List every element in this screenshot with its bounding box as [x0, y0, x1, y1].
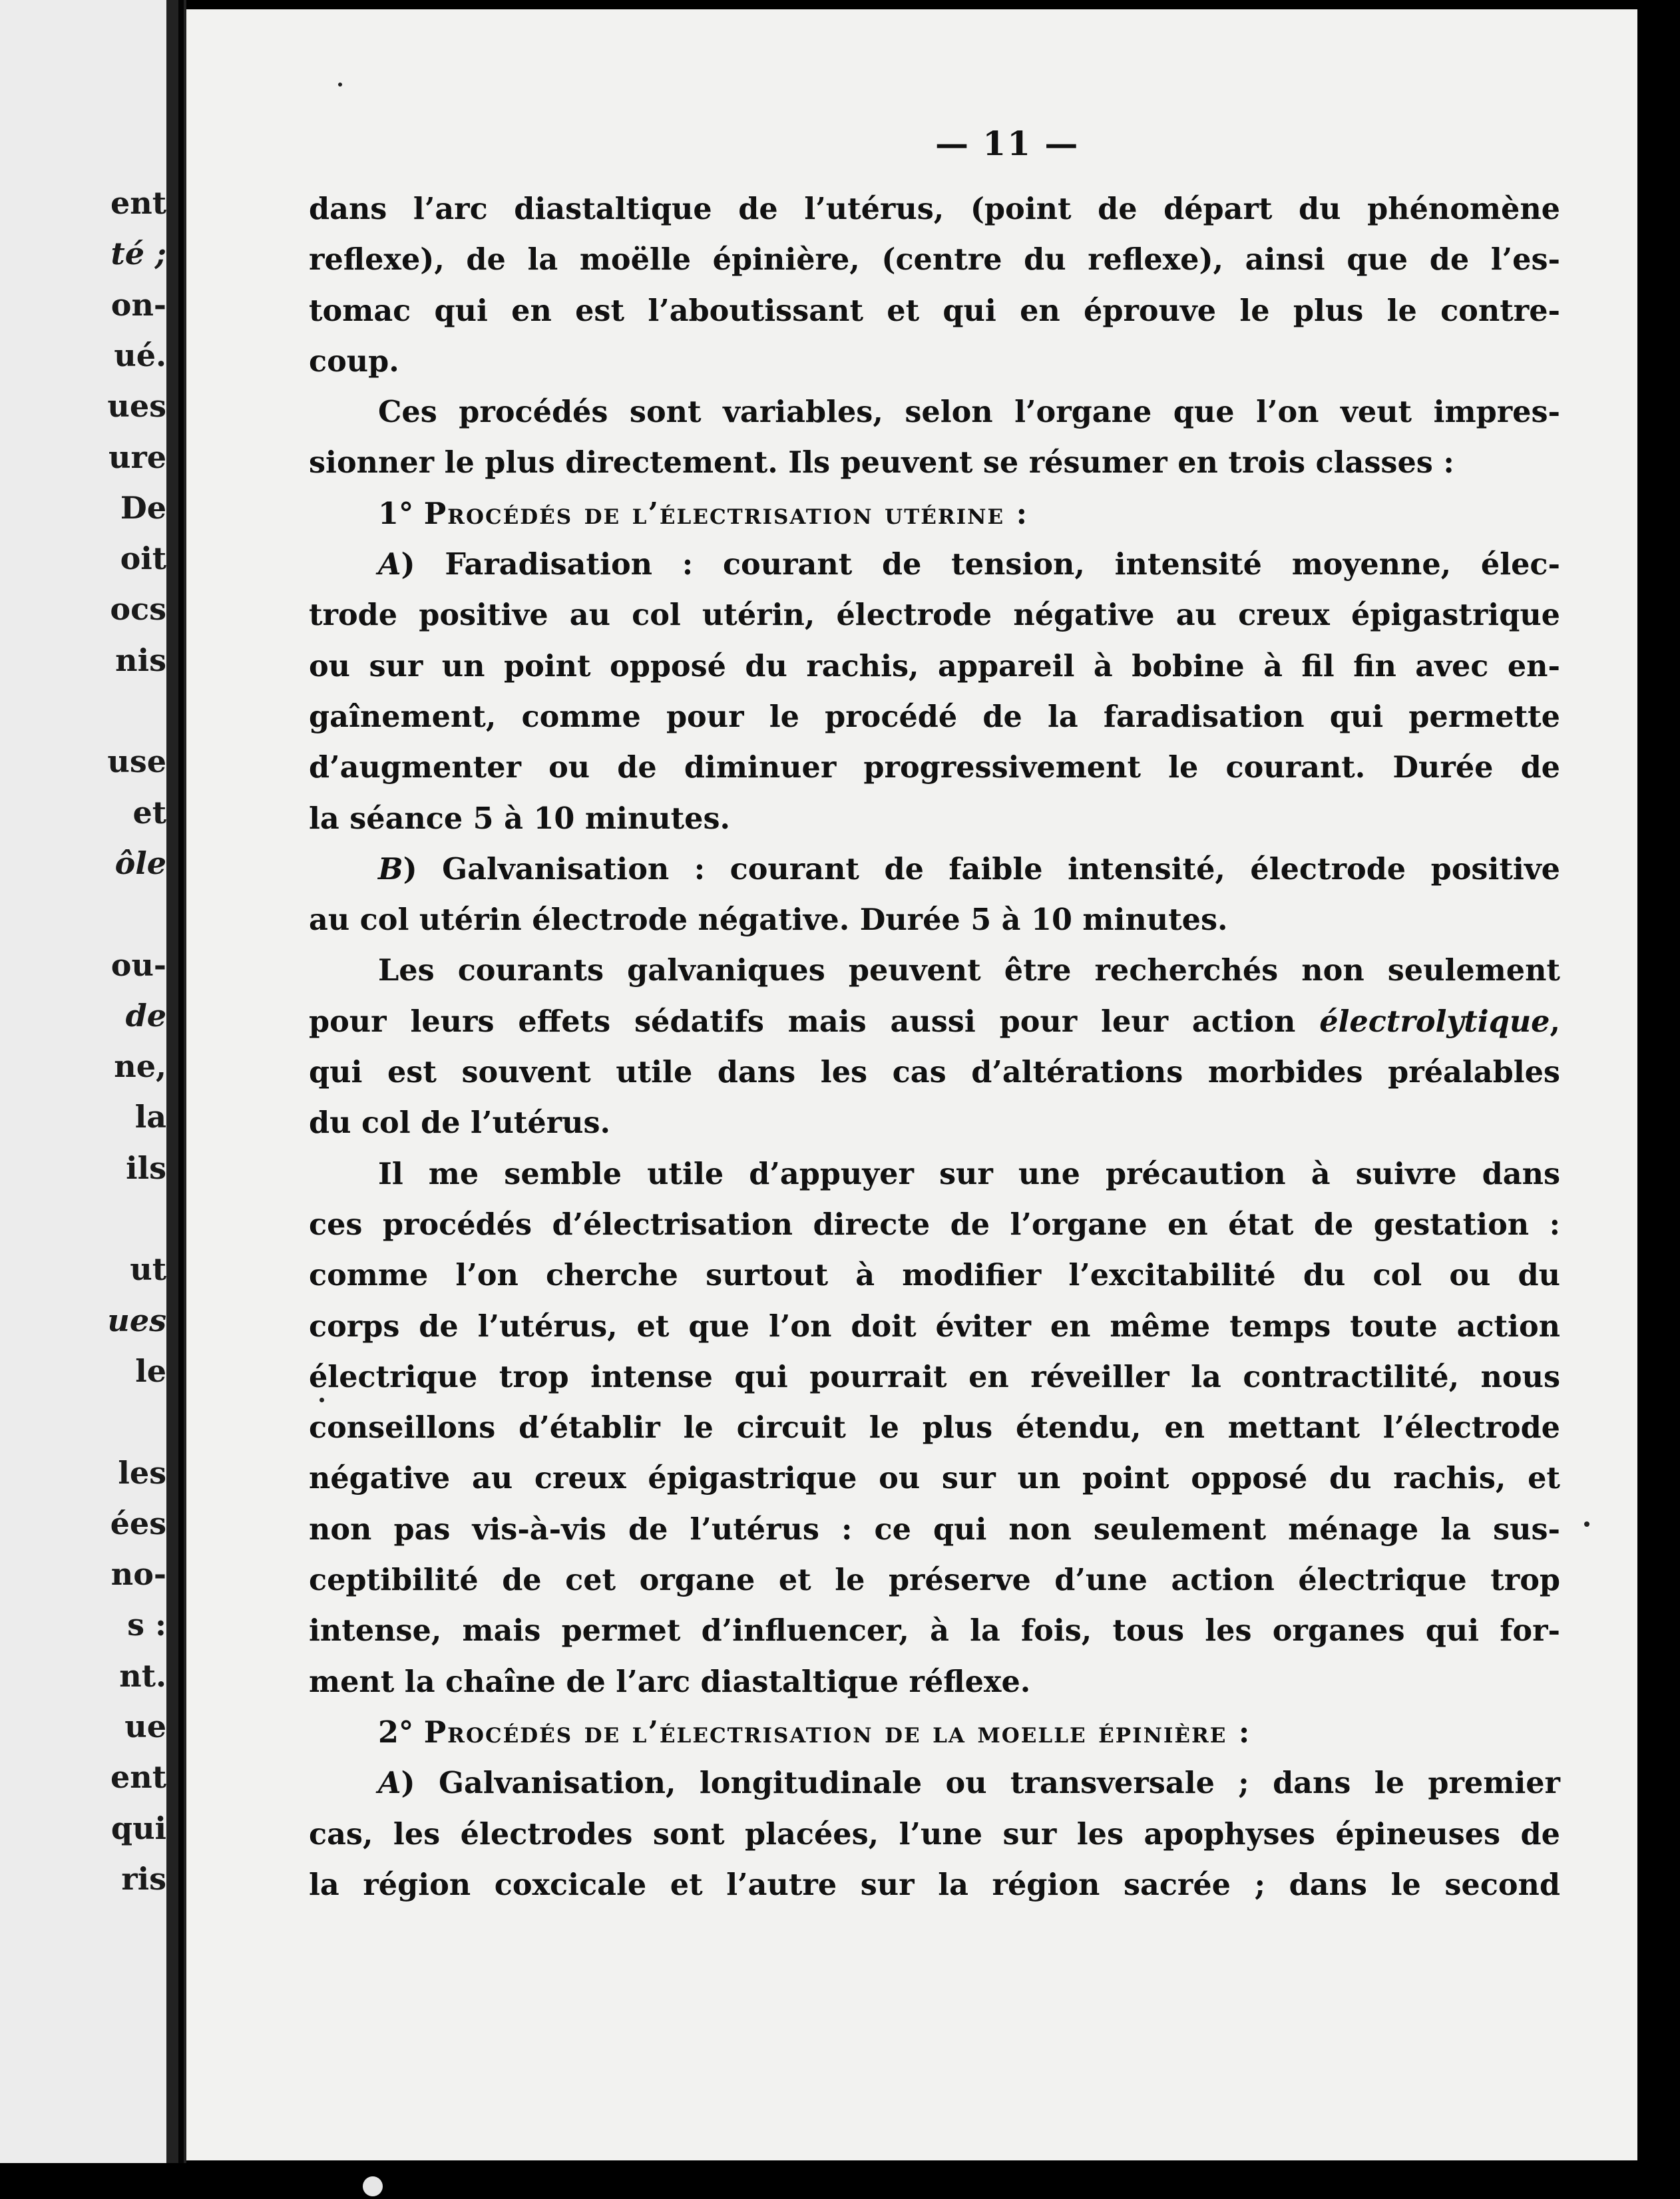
text-span: , — [1550, 1004, 1560, 1039]
facing-page-text: nt. — [119, 1657, 166, 1694]
facing-page-text: les — [118, 1454, 166, 1491]
facing-page-text: et — [132, 794, 166, 831]
section-number: 2° — [378, 1714, 414, 1750]
facing-page-text: de — [125, 997, 166, 1034]
section-title: Procédés de l’électrisation utérine : — [423, 496, 1029, 531]
book-page — [186, 9, 1637, 2160]
facing-page-text: té ; — [110, 236, 166, 272]
text-line — [309, 844, 1560, 895]
text-line: intense, mais permet d’influencer, à la fois, tous les organes qui for- — [309, 1613, 1560, 1649]
page-number: — 11 — — [935, 124, 1080, 163]
scan-speck — [1584, 1521, 1589, 1527]
body-text — [309, 184, 1560, 1910]
text-line: ment la chaîne de l’arc diastaltique réflexe. — [309, 1664, 1031, 1699]
italic-term: électrolytique — [1319, 1004, 1550, 1039]
facing-page-text: ôle — [114, 845, 166, 881]
text-line: au col utérin électrode négative. Durée 5 à 10 minutes. — [309, 902, 1228, 938]
text-line: ces procédés d’électrisation directe de l’organe en état de gestation : — [309, 1207, 1560, 1242]
text-line: Ces procédés sont variables, selon l’organe que l’on veut impres- — [378, 395, 1560, 430]
text-line: Il me semble utile d’appuyer sur une précaution à suivre dans — [378, 1156, 1560, 1191]
text-line: d’augmenter ou de diminuer progressivement le courant. Durée de — [309, 750, 1560, 785]
facing-page-text: qui — [110, 1810, 166, 1846]
text-line: corps de l’utérus, et que l’on doit éviter en même temps toute action — [309, 1308, 1560, 1344]
text-line: coup. — [309, 343, 399, 379]
facing-page-text: ut — [130, 1251, 166, 1288]
facing-page-text: ocs — [110, 591, 166, 628]
text-line — [309, 1758, 1560, 1808]
facing-page-text: s : — [127, 1607, 166, 1643]
text-line: ou sur un point opposé du rachis, appareil à bobine à fil fin avec en- — [309, 648, 1560, 684]
section-title: Procédés de l’électrisation de la moelle épinière : — [423, 1714, 1251, 1750]
text-line: comme l’on cherche surtout à modifier l’excitabilité du col ou du — [309, 1258, 1560, 1293]
text-line: électrique trop intense qui pourrait en réveiller la contractilité, nous — [309, 1359, 1560, 1394]
text-line: du col de l’utérus. — [309, 1105, 611, 1141]
text-line: négative au creux épigastrique ou sur un point opposé du rachis, et — [309, 1461, 1560, 1496]
facing-page-text: on- — [110, 286, 166, 323]
facing-page-text: ées — [110, 1505, 166, 1541]
text-line: conseillons d’établir le circuit le plus étendu, en mettant l’électrode — [309, 1410, 1560, 1446]
text-line: ceptibilité de cet organe et le préserve d’une action électrique trop — [309, 1563, 1560, 1598]
facing-page-text: ris — [121, 1860, 166, 1897]
facing-page-text: ues — [107, 1302, 166, 1338]
text-line: trode positive au col utérin, électrode négative au creux épigastrique — [309, 598, 1560, 633]
text-line: la région coxcicale et l’autre sur la région sacrée ; dans le second — [309, 1867, 1560, 1902]
list-marker: A — [378, 1766, 401, 1801]
text-span: ) Galvanisation, longitudinale ou transversale ; dans le premier — [401, 1766, 1560, 1801]
facing-page-text: ne, — [114, 1048, 166, 1085]
facing-page-text: no- — [110, 1556, 166, 1593]
text-line: qui est souvent utile dans les cas d’altérations morbides préalables — [309, 1055, 1560, 1090]
facing-page-text: use — [107, 743, 166, 780]
facing-page-text: ent — [110, 185, 166, 221]
section-heading-2 — [309, 1707, 1560, 1758]
facing-page-text: ils — [126, 1149, 166, 1186]
text-span: ) Faradisation : courant de tension, intensité moyenne, élec- — [401, 547, 1560, 582]
text-span: ) Galvanisation : courant de faible intensité, électrode positive — [403, 851, 1560, 887]
text-line: cas, les électrodes sont placées, l’une sur les apophyses épineuses de — [309, 1816, 1560, 1852]
scan-speck — [338, 83, 342, 87]
section-heading-1 — [309, 489, 1560, 539]
facing-page-text: oit — [120, 540, 166, 577]
text-line: Les courants galvaniques peuvent être recherchés non seulement — [378, 953, 1560, 988]
text-span: pour leurs effets sédatifs mais aussi pour leur action — [309, 1004, 1320, 1039]
text-line — [309, 539, 1560, 590]
text-line: reflexe), de la moëlle épinière, (centre du reflexe), ainsi que de l’es- — [309, 242, 1560, 278]
text-line: tomac qui en est l’aboutissant et qui en éprouve le plus le contre- — [309, 293, 1560, 328]
text-line: la séance 5 à 10 minutes. — [309, 801, 730, 836]
facing-page-text: De — [120, 489, 166, 526]
gutter-shadow — [178, 0, 184, 2163]
facing-page-fragment — [0, 0, 166, 2163]
text-line: non pas vis-à-vis de l’utérus : ce qui non seulement ménage la sus- — [309, 1511, 1560, 1547]
facing-page-text: ure — [108, 439, 166, 475]
facing-page-text: nis — [115, 642, 166, 678]
facing-page-text: ue — [124, 1708, 166, 1744]
text-line — [309, 996, 1560, 1047]
facing-page-text: ues — [107, 388, 166, 425]
facing-page-text: ou- — [110, 946, 166, 983]
scan-speck — [319, 1398, 324, 1402]
facing-page-text: ent — [110, 1759, 166, 1796]
facing-page-text: le — [135, 1352, 166, 1389]
text-line: sionner le plus directement. Ils peuvent se résumer en trois classes : — [309, 445, 1454, 481]
list-marker: A — [378, 547, 401, 582]
facing-page-text: la — [134, 1099, 166, 1135]
scan-edge — [1637, 0, 1680, 2199]
facing-page-text: ué. — [114, 337, 166, 373]
scan-speck — [363, 2176, 383, 2196]
text-line: dans l’arc diastaltique de l’utérus, (point de départ du phénomène — [309, 192, 1560, 226]
section-number: 1° — [378, 496, 414, 531]
list-marker: B — [378, 851, 403, 887]
text-line: gaînement, comme pour le procédé de la faradisation qui permette — [309, 699, 1560, 734]
